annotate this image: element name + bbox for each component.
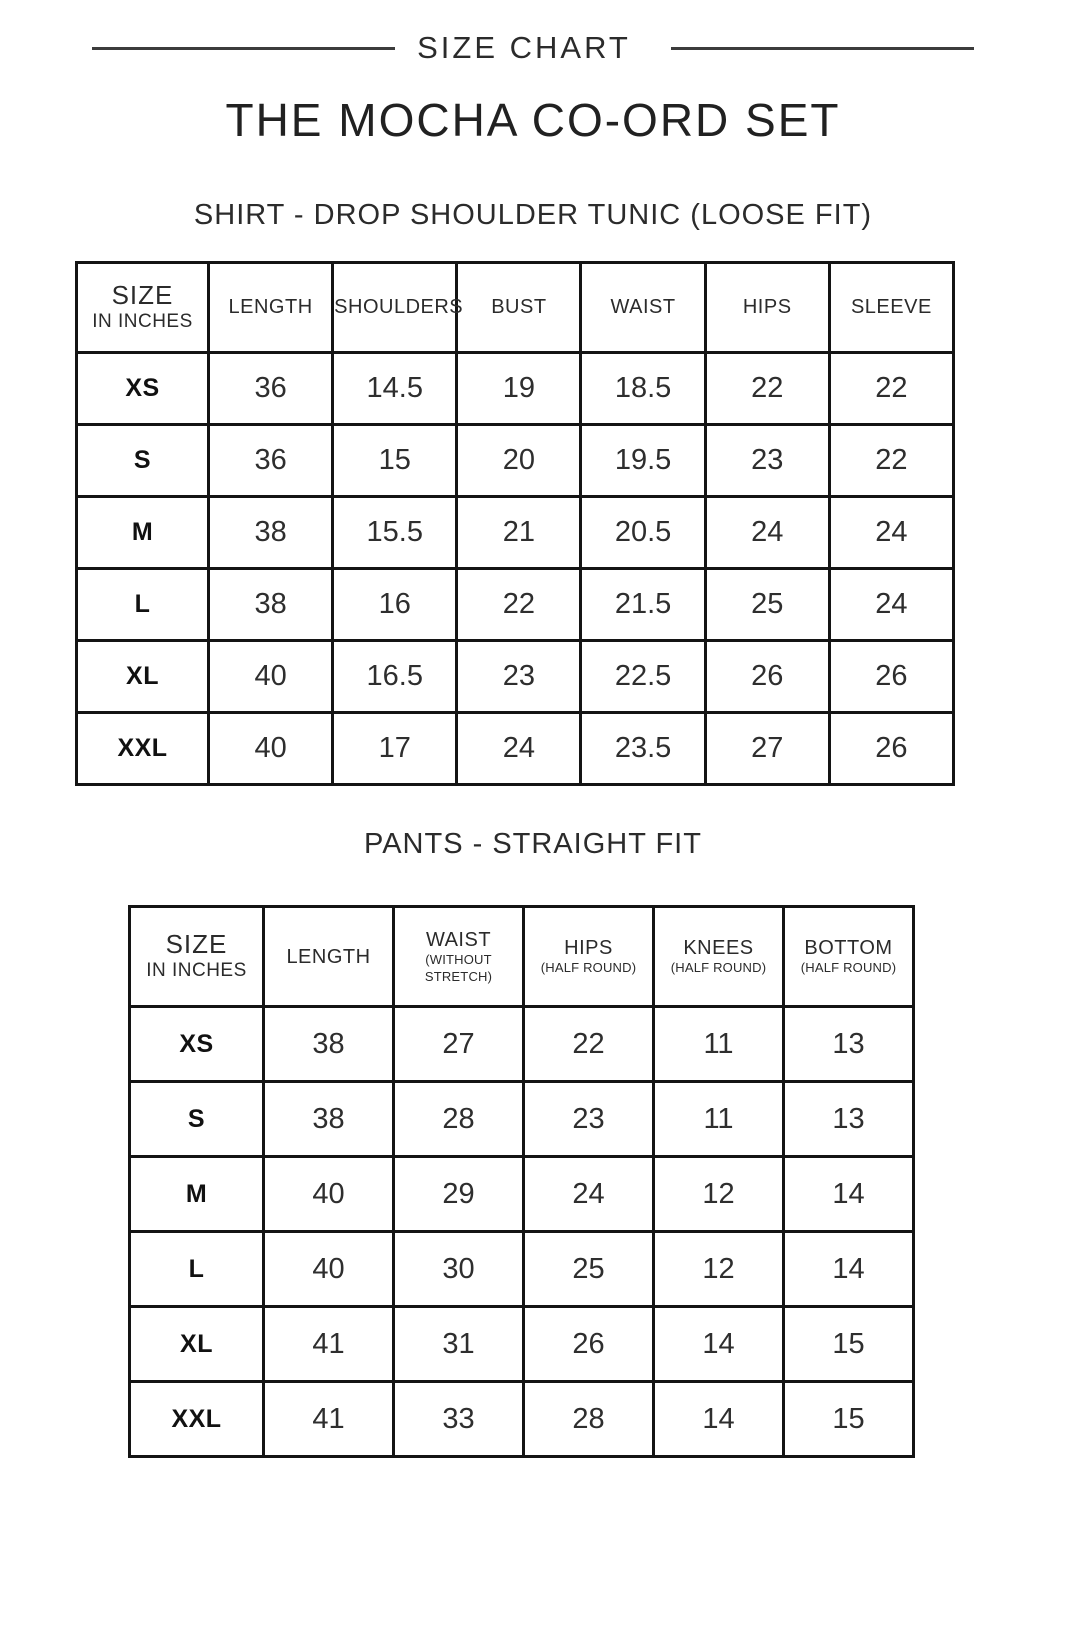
size-sublabel: IN INCHES	[92, 311, 193, 333]
column-label: LENGTH	[286, 945, 371, 968]
value-cell: 27	[705, 713, 829, 785]
value-cell: 18.5	[581, 353, 705, 425]
value-cell: 20	[457, 425, 581, 497]
shirt-section-title: SHIRT - DROP SHOULDER TUNIC (LOOSE FIT)	[193, 199, 873, 231]
value-cell: 38	[264, 1082, 394, 1157]
value-cell: 23	[705, 425, 829, 497]
shirt-size-table	[75, 261, 955, 786]
size-cell: XS	[130, 1007, 264, 1082]
shirt-header-row	[77, 263, 954, 353]
value-cell: 14	[784, 1232, 914, 1307]
value-cell: 38	[264, 1007, 394, 1082]
column-header-waist	[394, 907, 524, 1007]
value-cell: 12	[654, 1232, 784, 1307]
page-header	[0, 30, 1066, 66]
shirt-row-xxl	[77, 713, 954, 785]
value-cell: 26	[829, 713, 953, 785]
value-cell: 16.5	[333, 641, 457, 713]
value-cell: 23.5	[581, 713, 705, 785]
value-cell: 24	[457, 713, 581, 785]
value-cell: 15.5	[333, 497, 457, 569]
size-sublabel: IN INCHES	[146, 960, 247, 982]
value-cell: 11	[654, 1007, 784, 1082]
value-cell: 13	[784, 1082, 914, 1157]
pants-row-xl	[130, 1307, 914, 1382]
value-cell: 14	[654, 1382, 784, 1457]
column-header-sleeve: SLEEVE	[829, 263, 953, 353]
size-cell: M	[77, 497, 209, 569]
value-cell: 26	[829, 641, 953, 713]
column-header-shoulders: SHOULDERS	[333, 263, 457, 353]
size-cell: S	[130, 1082, 264, 1157]
value-cell: 14	[784, 1157, 914, 1232]
value-cell: 29	[394, 1157, 524, 1232]
column-label: WAIST	[425, 928, 492, 951]
value-cell: 38	[209, 497, 333, 569]
pants-section-title: PANTS - STRAIGHT FIT	[364, 828, 702, 860]
value-cell: 15	[784, 1307, 914, 1382]
value-cell: 36	[209, 353, 333, 425]
size-header-cell	[77, 263, 209, 353]
value-cell: 40	[264, 1232, 394, 1307]
column-header-bottom	[784, 907, 914, 1007]
value-cell: 24	[829, 569, 953, 641]
size-chart-page	[0, 30, 1066, 1630]
value-cell: 13	[784, 1007, 914, 1082]
value-cell: 22	[524, 1007, 654, 1082]
value-cell: 19.5	[581, 425, 705, 497]
size-cell: XXL	[77, 713, 209, 785]
column-header-length	[264, 907, 394, 1007]
shirt-row-xs	[77, 353, 954, 425]
shirt-row-xl	[77, 641, 954, 713]
pants-row-xs	[130, 1007, 914, 1082]
shirt-row-s	[77, 425, 954, 497]
right-rule	[671, 47, 974, 50]
column-label: BOTTOM	[804, 937, 893, 960]
value-cell: 22	[829, 353, 953, 425]
size-cell: XS	[77, 353, 209, 425]
value-cell: 41	[264, 1307, 394, 1382]
pants-size-table	[128, 905, 915, 1458]
value-cell: 14	[654, 1307, 784, 1382]
value-cell: 30	[394, 1232, 524, 1307]
shirt-row-l	[77, 569, 954, 641]
value-cell: 19	[457, 353, 581, 425]
value-cell: 22.5	[581, 641, 705, 713]
value-cell: 31	[394, 1307, 524, 1382]
column-sublabel: (HALF ROUND)	[800, 960, 897, 976]
pants-row-m	[130, 1157, 914, 1232]
column-header-knees	[654, 907, 784, 1007]
value-cell: 16	[333, 569, 457, 641]
column-sublabel: (WITHOUT STRETCH)	[424, 951, 493, 984]
value-cell: 26	[524, 1307, 654, 1382]
value-cell: 23	[524, 1082, 654, 1157]
product-title: THE MOCHA CO-ORD SET	[225, 94, 841, 146]
pants-header-row	[130, 907, 914, 1007]
size-cell: XL	[77, 641, 209, 713]
size-cell: XXL	[130, 1382, 264, 1457]
shirt-row-m	[77, 497, 954, 569]
value-cell: 25	[705, 569, 829, 641]
column-sublabel: (HALF ROUND)	[670, 960, 767, 976]
pants-row-l	[130, 1232, 914, 1307]
column-sublabel: (HALF ROUND)	[540, 960, 637, 976]
value-cell: 28	[394, 1082, 524, 1157]
column-header-hips: HIPS	[705, 263, 829, 353]
value-cell: 22	[705, 353, 829, 425]
value-cell: 41	[264, 1382, 394, 1457]
column-header-waist: WAIST	[581, 263, 705, 353]
value-cell: 36	[209, 425, 333, 497]
size-label: SIZE	[165, 929, 228, 960]
left-rule	[92, 47, 395, 50]
value-cell: 33	[394, 1382, 524, 1457]
value-cell: 17	[333, 713, 457, 785]
size-cell: L	[77, 569, 209, 641]
value-cell: 24	[829, 497, 953, 569]
pants-row-xxl	[130, 1382, 914, 1457]
value-cell: 22	[829, 425, 953, 497]
column-header-hips	[524, 907, 654, 1007]
value-cell: 22	[457, 569, 581, 641]
value-cell: 38	[209, 569, 333, 641]
column-header-length: LENGTH	[209, 263, 333, 353]
column-label: HIPS	[564, 937, 613, 960]
value-cell: 28	[524, 1382, 654, 1457]
value-cell: 26	[705, 641, 829, 713]
size-cell: S	[77, 425, 209, 497]
value-cell: 12	[654, 1157, 784, 1232]
value-cell: 24	[524, 1157, 654, 1232]
value-cell: 40	[209, 713, 333, 785]
value-cell: 21	[457, 497, 581, 569]
column-header-bust: BUST	[457, 263, 581, 353]
size-cell: L	[130, 1232, 264, 1307]
pants-row-s	[130, 1082, 914, 1157]
size-cell: M	[130, 1157, 264, 1232]
value-cell: 15	[333, 425, 457, 497]
value-cell: 40	[264, 1157, 394, 1232]
value-cell: 40	[209, 641, 333, 713]
page-title: SIZE CHART	[417, 30, 631, 65]
value-cell: 11	[654, 1082, 784, 1157]
value-cell: 24	[705, 497, 829, 569]
value-cell: 20.5	[581, 497, 705, 569]
value-cell: 21.5	[581, 569, 705, 641]
value-cell: 15	[784, 1382, 914, 1457]
size-cell: XL	[130, 1307, 264, 1382]
value-cell: 14.5	[333, 353, 457, 425]
value-cell: 23	[457, 641, 581, 713]
value-cell: 25	[524, 1232, 654, 1307]
value-cell: 27	[394, 1007, 524, 1082]
size-label: SIZE	[111, 280, 174, 311]
size-header-cell	[130, 907, 264, 1007]
column-label: KNEES	[683, 937, 754, 960]
